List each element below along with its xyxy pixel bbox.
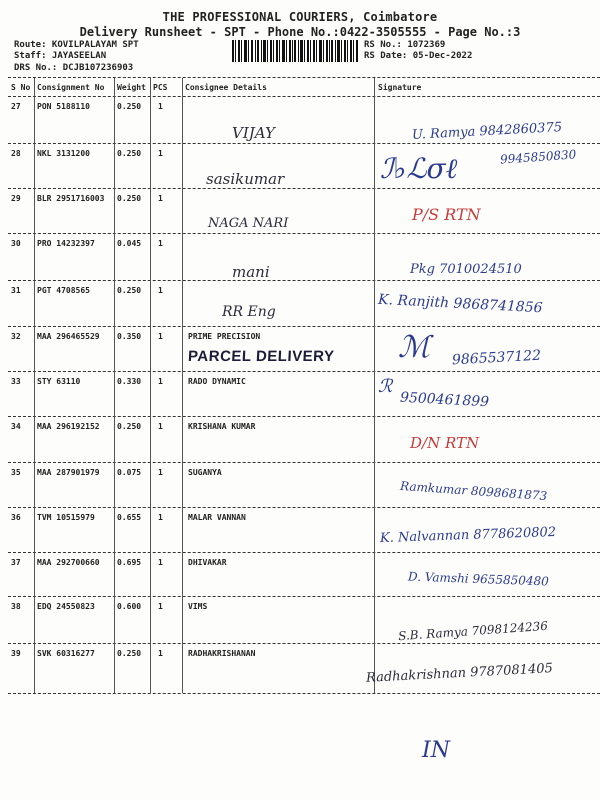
row-sno: 32: [11, 332, 21, 341]
row-consignee: RADHAKRISHANAN: [188, 649, 256, 658]
signature-38: S.B. Ramya 7098124236: [397, 618, 549, 644]
row-consignment-no: SVK 60316277: [37, 649, 95, 658]
row-weight: 0.655: [117, 513, 142, 522]
row-pcs: 1: [158, 468, 163, 477]
row-pcs: 1: [158, 602, 163, 611]
drs-label: DRS No.: DCJB107236903: [14, 63, 134, 73]
row-consignment-no: STY 63110: [37, 377, 81, 386]
row-sno: 37: [11, 558, 21, 567]
signature-32-mark: ℳ: [398, 330, 431, 365]
signature-28-phone: 9945850830: [499, 147, 577, 167]
row-sno: 27: [11, 102, 21, 111]
row-consignment-no: PGT 4708565: [37, 286, 90, 295]
row-sno: 39: [11, 649, 21, 658]
row-pcs: 1: [158, 149, 163, 158]
row-sno: 31: [11, 286, 21, 295]
row-consignee: PRIME PRECISION: [188, 332, 261, 341]
row-consignee: VIMS: [188, 602, 208, 611]
row-weight: 0.250: [117, 194, 142, 203]
column-divider: [374, 78, 375, 693]
signature-39: Radhakrishnan 9787081405: [365, 661, 554, 686]
parcel-delivery-stamp: PARCEL DELIVERY: [187, 348, 335, 365]
row-weight: 0.350: [117, 332, 142, 341]
row-pcs: 1: [158, 649, 163, 658]
handwritten-name-sasikumar: sasikumar: [206, 170, 285, 188]
row-pcs: 1: [158, 513, 163, 522]
row-sno: 35: [11, 468, 21, 477]
staff-label: Staff: JAYASEELAN: [14, 51, 107, 61]
signature-29: P/S RTN: [412, 205, 481, 224]
row-weight: 0.045: [117, 239, 142, 248]
row-pcs: 1: [158, 558, 163, 567]
col-sno: S No: [11, 83, 31, 92]
row-consignee: SUGANYA: [188, 468, 222, 477]
row-separator: [8, 233, 600, 234]
handwritten-name-vijay: VIJAY: [232, 124, 275, 142]
company-title: THE PROFESSIONAL COURIERS, Coimbatore: [162, 10, 438, 24]
row-sno: 34: [11, 422, 21, 431]
row-separator: [8, 507, 600, 508]
rs-date: RS Date: 05-Dec-2022: [364, 51, 473, 61]
row-separator: [8, 552, 600, 553]
row-weight: 0.250: [117, 286, 142, 295]
signature-28: ℐ♭ℒσℓ: [380, 152, 458, 185]
row-pcs: 1: [158, 239, 163, 248]
barcode-icon: [232, 40, 358, 62]
column-divider: [150, 78, 151, 693]
signature-36: K. Nalvannan 8778620802: [379, 524, 557, 547]
row-weight: 0.250: [117, 102, 142, 111]
row-consignee: DHIVAKAR: [188, 558, 227, 567]
row-sno: 38: [11, 602, 21, 611]
row-separator: [8, 188, 600, 189]
row-consignment-no: PON 5188110: [37, 102, 90, 111]
row-pcs: 1: [158, 286, 163, 295]
row-consignment-no: TVM 10515979: [37, 513, 95, 522]
row-pcs: 1: [158, 194, 163, 203]
signature-33-mark: ℛ: [378, 376, 393, 397]
row-separator: [8, 143, 600, 144]
row-separator: [8, 596, 600, 597]
row-consignment-no: BLR 2951716003: [37, 194, 105, 203]
signature-37: D. Vamshi 9655850480: [407, 569, 550, 589]
row-pcs: 1: [158, 377, 163, 386]
signature-34: D/N RTN: [410, 434, 480, 452]
row-weight: 0.330: [117, 377, 142, 386]
header-top-rule: [8, 77, 600, 78]
row-consignment-no: EDQ 24550823: [37, 602, 95, 611]
row-separator: [8, 462, 600, 463]
col-consignment: Consignment No: [37, 83, 105, 92]
row-pcs: 1: [158, 422, 163, 431]
col-consignee: Consignee Details: [185, 83, 267, 92]
signature-27: U. Ramya 9842860375: [411, 120, 563, 143]
row-weight: 0.250: [117, 149, 142, 158]
row-weight: 0.250: [117, 649, 142, 658]
header-bottom-rule: [8, 96, 600, 97]
handwritten-name-mani: mani: [232, 263, 270, 281]
row-separator: [8, 371, 600, 372]
rs-number: RS No.: 1072369: [364, 40, 446, 50]
row-sno: 33: [11, 377, 21, 386]
row-sno: 30: [11, 239, 21, 248]
signature-in-mark: IN: [422, 738, 450, 763]
row-consignment-no: PRO 14232397: [37, 239, 95, 248]
col-signature: Signature: [378, 83, 422, 92]
signature-33: 9500461899: [399, 389, 490, 411]
row-consignment-no: MAA 287901979: [37, 468, 100, 477]
column-divider: [182, 78, 183, 693]
row-separator: [8, 643, 600, 644]
row-consignment-no: MAA 296465529: [37, 332, 100, 341]
row-consignee: RADO DYNAMIC: [188, 377, 246, 386]
row-sno: 36: [11, 513, 21, 522]
signature-32: 9865537122: [451, 347, 542, 369]
row-separator: [8, 326, 600, 327]
row-separator: [8, 280, 600, 281]
signature-30: Pkg 7010024510: [410, 262, 522, 277]
route-label: Route: KOVILPALAYAM SPT: [14, 40, 139, 50]
signature-31: K. Ranjith 9868741856: [377, 291, 543, 317]
row-pcs: 1: [158, 332, 163, 341]
row-sno: 28: [11, 149, 21, 158]
row-consignee: KRISHANA KUMAR: [188, 422, 256, 431]
signature-35: Ramkumar 8098681873: [399, 478, 548, 504]
col-weight: Weight: [117, 83, 146, 92]
handwritten-name-rr-eng: RR Eng: [222, 304, 276, 320]
row-consignment-no: NKL 3131200: [37, 149, 90, 158]
column-divider: [114, 78, 115, 693]
column-divider: [34, 78, 35, 693]
row-consignee: MALAR VANNAN: [188, 513, 246, 522]
row-weight: 0.250: [117, 422, 142, 431]
row-pcs: 1: [158, 102, 163, 111]
row-separator: [8, 416, 600, 417]
row-weight: 0.695: [117, 558, 142, 567]
row-separator: [8, 693, 600, 694]
row-sno: 29: [11, 194, 21, 203]
row-consignment-no: MAA 296192152: [37, 422, 100, 431]
runsheet-title: Delivery Runsheet - SPT - Phone No.:0422-3505555 - Page No.:3: [79, 25, 521, 39]
row-weight: 0.600: [117, 602, 142, 611]
row-weight: 0.075: [117, 468, 142, 477]
row-consignment-no: MAA 292700660: [37, 558, 100, 567]
col-pcs: PCS: [153, 83, 168, 92]
handwritten-name-naga-nari: NAGA NARI: [208, 216, 289, 231]
